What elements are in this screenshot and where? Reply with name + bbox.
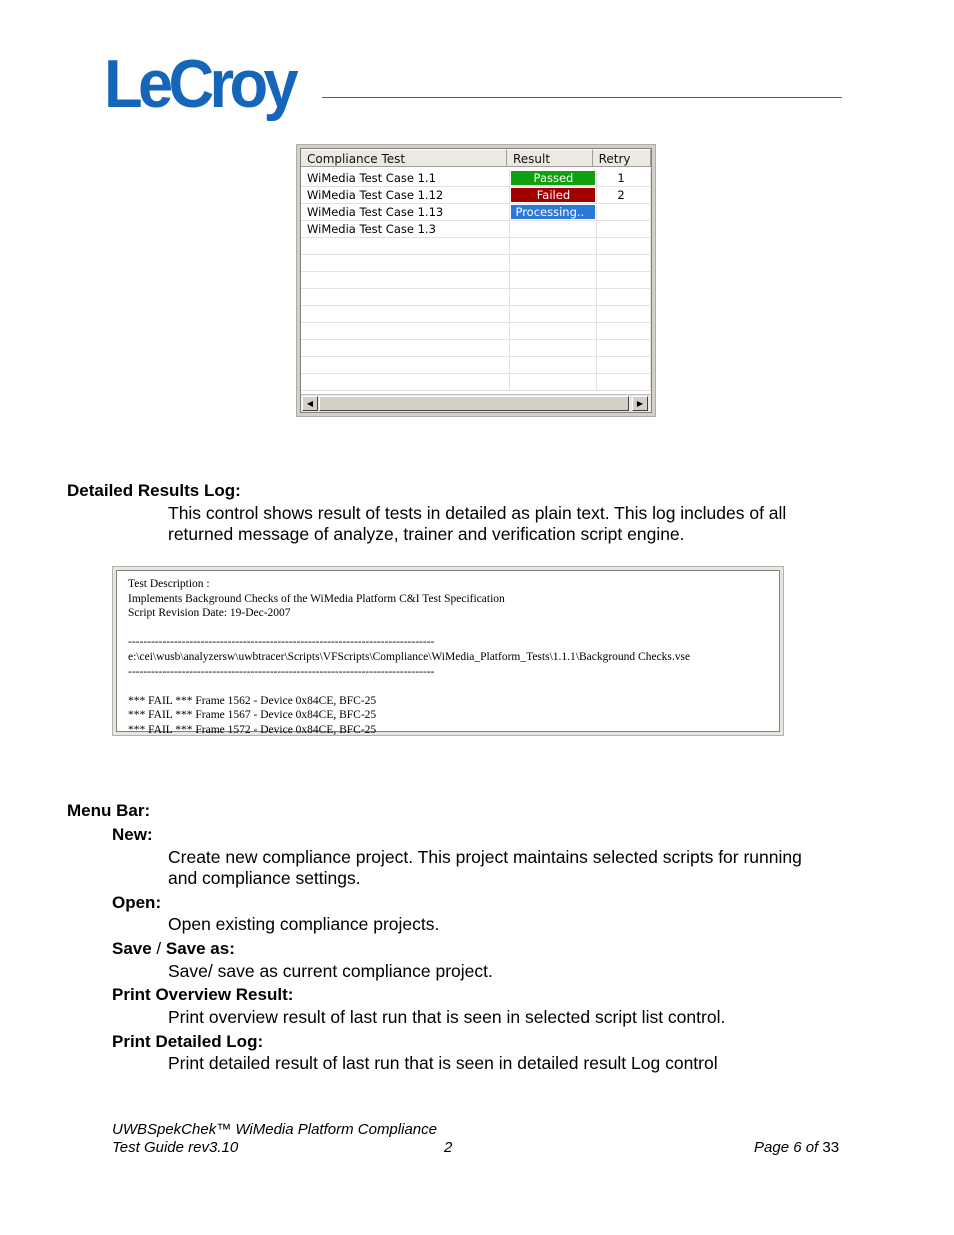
- lecroy-logo: LeCroy: [104, 46, 294, 122]
- table-row[interactable]: [301, 221, 651, 238]
- column-header-result[interactable]: Result: [507, 149, 593, 167]
- footer-page-number: Page 6 of 33: [754, 1139, 840, 1156]
- detailed-log-control: [112, 566, 784, 736]
- test-name-cell: WiMedia Test Case 1.3: [301, 221, 510, 237]
- menu-item-save-label: Save / Save as:: [112, 939, 235, 958]
- empty-row: [301, 374, 651, 391]
- empty-row: [301, 238, 651, 255]
- scroll-right-icon[interactable]: ▶: [632, 396, 648, 411]
- menu-item-print-detailed-description: Print detailed result of last run that is seen in detailed result Log control: [168, 1053, 718, 1073]
- compliance-test-list: [296, 144, 656, 417]
- retry-cell: 1: [597, 170, 651, 186]
- menu-item-print-overview-label: Print Overview Result:: [112, 985, 294, 1004]
- empty-row: [301, 289, 651, 306]
- scroll-thumb[interactable]: [319, 396, 629, 411]
- menu-item-open-description: Open existing compliance projects.: [168, 914, 440, 934]
- menu-item-save-description: Save/ save as current compliance project.: [168, 961, 493, 981]
- detailed-results-log-heading: Detailed Results Log:: [67, 481, 241, 500]
- empty-row: [301, 255, 651, 272]
- test-name-cell: WiMedia Test Case 1.1: [301, 170, 510, 186]
- retry-cell: [597, 204, 651, 220]
- result-cell: [510, 221, 597, 237]
- menu-bar-heading: Menu Bar:: [67, 801, 151, 820]
- footer-title-line2: Test Guide rev3.10: [112, 1139, 239, 1156]
- empty-row: [301, 272, 651, 289]
- test-name-cell: WiMedia Test Case 1.13: [301, 204, 510, 220]
- empty-row: [301, 340, 651, 357]
- table-row[interactable]: [301, 170, 651, 187]
- table-row[interactable]: [301, 204, 651, 221]
- result-cell: [510, 187, 597, 203]
- detailed-log-text[interactable]: Test Description : Implements Background Checks of the WiMedia Platform C&I Test Specification Script Revision Date: 19-Dec-2007 -------------------------------------------------------------------------------- e:\cei\wusb\analyzersw\uwbtracer\Scripts\VFScripts\Compliance\WiMedia_Platform_Tests\1.1.1\Background Checks.vse -------------------------------------------------------------------------------- *** FAIL *** Frame 1562 - Device 0x84CE, BFC-25 *** FAIL *** Frame 1567 - Device 0x84CE, BFC-25 *** FAIL *** Frame 1572 - Device 0x84CE, BFC-25: [116, 570, 780, 732]
- table-row[interactable]: [301, 187, 651, 204]
- scroll-left-icon[interactable]: ◀: [302, 396, 318, 411]
- empty-row: [301, 357, 651, 374]
- footer-center-number: 2: [444, 1139, 453, 1156]
- column-header-compliance-test[interactable]: Compliance Test: [301, 149, 507, 167]
- empty-row: [301, 306, 651, 323]
- menu-item-print-overview-description: Print overview result of last run that is seen in selected script list control.: [168, 1007, 726, 1027]
- retry-cell: 2: [597, 187, 651, 203]
- status-badge-processing: Processing..: [511, 205, 595, 219]
- menu-item-new-description: Create new compliance project. This project maintains selected scripts for running and compliance settings.: [168, 847, 802, 888]
- retry-cell: [597, 221, 651, 237]
- list-header: [301, 149, 651, 169]
- detailed-results-log-description: This control shows result of tests in detailed as plain text. This log includes of all returned message of analyze, trainer and verification script engine.: [168, 503, 787, 544]
- status-badge-failed: Failed: [511, 188, 595, 202]
- empty-row: [301, 323, 651, 340]
- status-badge-passed: Passed: [511, 171, 595, 185]
- menu-item-new-label: New:: [112, 825, 153, 844]
- header-rule: [322, 97, 842, 98]
- result-cell: [510, 170, 597, 186]
- result-cell: [510, 204, 597, 220]
- column-header-retry[interactable]: Retry: [593, 149, 651, 167]
- list-rows: [301, 170, 651, 391]
- menu-item-print-detailed-label: Print Detailed Log:: [112, 1032, 264, 1051]
- footer-title-line1: UWBSpekChek™ WiMedia Platform Compliance: [112, 1121, 437, 1138]
- test-name-cell: WiMedia Test Case 1.12: [301, 187, 510, 203]
- horizontal-scrollbar[interactable]: [301, 394, 651, 412]
- menu-item-open-label: Open:: [112, 893, 162, 912]
